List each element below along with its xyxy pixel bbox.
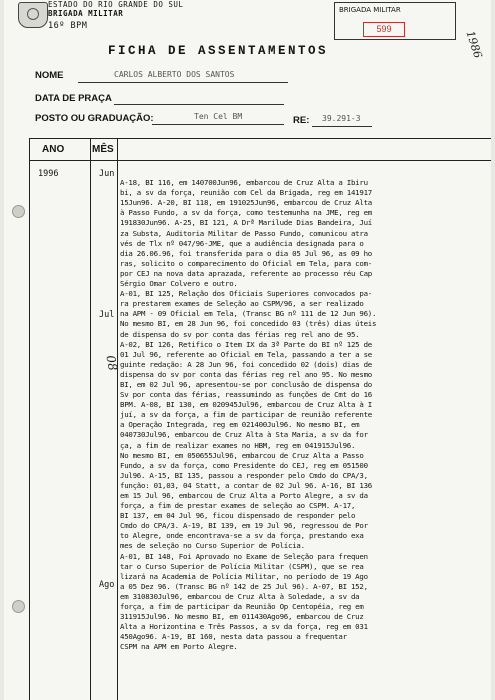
year-cell: 1996 bbox=[38, 169, 59, 179]
data-praca-label: DATA DE PRAÇA bbox=[35, 93, 112, 104]
entry-line: a 05 Dez 96. (Transc BG nº 142 de 25 Jul 96). A-07, BI 152, bbox=[120, 581, 368, 591]
entry-line: à Passo Fundo, a sv da força, como testemunha na JME, reg em bbox=[120, 208, 372, 218]
entry-line: BI, em 02 Jul 96, apresentou-se por conclusão de dispensa do bbox=[120, 379, 372, 389]
entry-line: Sérgio Omar Colvero e outro. bbox=[120, 279, 238, 289]
entry-line: BPM. A-08, BI 130, em 020945Jul96, embarcou de Cruz Alta à I bbox=[120, 400, 372, 410]
mes-column-divider bbox=[117, 138, 118, 700]
entry-line: CSPM na APM em Porto Alegre. bbox=[120, 642, 238, 652]
entry-line: 450Ago96. A-19, BI 160, nesta data passou a frequentar bbox=[120, 632, 347, 642]
month-cell-ago: Ago bbox=[99, 580, 115, 590]
entry-line: dia 26.06.96, foi transferida para o dia 05 Jul 96, as 09 ho bbox=[120, 248, 372, 258]
stamp-number: 599 bbox=[363, 22, 405, 37]
re-value: 39.291-3 bbox=[322, 114, 361, 123]
col-header-mes: MÊS bbox=[92, 144, 114, 155]
entry-line: A-01, BI 125, Relação dos Oficiais Superiores convocados pa- bbox=[120, 289, 372, 299]
registry-stamp bbox=[334, 2, 456, 40]
entry-line: bi, a sv da força, reunião com Cel da Brigada, reg em 141917 bbox=[120, 188, 372, 198]
entry-line: No mesmo BI, em 28 Jun 96, foi concedido 03 (três) dias úteis bbox=[120, 319, 377, 329]
form-title: FICHA DE ASSENTAMENTOS bbox=[108, 44, 329, 58]
entry-line: 15Jun96. A-20, BI 118, em 191025Jun96, embarcou de Cruz Alta bbox=[120, 198, 372, 208]
entry-line: Cmdo do CPA/3. A-19, BI 139, em 19 Jul 96, regressou de Por bbox=[120, 521, 368, 531]
stamp-header: BRIGADA MILITAR bbox=[339, 6, 401, 14]
entry-line: força, a fim de prestar exames de seleção ao CSPM. A-17, bbox=[120, 501, 356, 511]
entry-line: ra prestarem exames de Seleção ao CSPM/96, a ser realizado bbox=[120, 299, 364, 309]
entries-text bbox=[120, 168, 492, 653]
entry-line: Jul96. A-15, BI 135, passou a responder pelo Cmdo do CPA/3, bbox=[120, 470, 368, 480]
document-page bbox=[4, 0, 491, 700]
entry-line: 311915Jul96. No mesmo BI, em 011430Ago96, embarcou de Cruz bbox=[120, 612, 364, 622]
entry-line: 040730Jul96, embarcou de Cruz Alta à Sta Maria, a sv da for bbox=[120, 430, 368, 440]
margin-page-number: 1986 bbox=[463, 29, 485, 60]
month-cell-jun: Jun bbox=[99, 169, 115, 179]
entry-line: na APM - 09 Oficial em Tela, (Transc BG nº 111 de 12 Jun 96). bbox=[120, 309, 377, 319]
entry-line: em 310830Jul96, embarcou de Cruz Alta à Soledade, a sv da bbox=[120, 591, 360, 601]
binder-hole bbox=[12, 205, 25, 218]
re-label: RE: bbox=[293, 115, 310, 126]
nome-value: CARLOS ALBERTO DOS SANTOS bbox=[114, 70, 235, 79]
margin-mark: 08 bbox=[103, 354, 120, 372]
col-header-ano: ANO bbox=[42, 144, 65, 155]
entry-line: Sv por conta das férias, reassumindo as funções de Cmt do 16 bbox=[120, 390, 372, 400]
entry-line: Alta a Horizontina e Três Passos, a sv da força, reg em 031 bbox=[120, 622, 368, 632]
entry-line: No mesmo BI, em 050655Jul96, embarcou de Cruz Alta a Passo bbox=[120, 450, 364, 460]
table-header-rule bbox=[29, 160, 491, 161]
entry-line: lizará na Academia de Polícia Militar, no período de 19 Ago bbox=[120, 571, 368, 581]
posto-value: Ten Cel BM bbox=[194, 112, 243, 121]
entry-line: ras, solicito o comparecimento do Oficial em Tela, para com- bbox=[120, 258, 372, 268]
entry-line: vés de Tlx nº 047/96-JME, que a audiência designada para o bbox=[120, 238, 364, 248]
month-cell-jul: Jul bbox=[99, 310, 115, 320]
entry-line: por CEJ na nova data aprazada, referente ao processo réu Cap bbox=[120, 268, 372, 278]
entry-line: função: 01,03, 04 Statt, a contar de 02 Jul 96. A-16, BI 136 bbox=[120, 480, 372, 490]
entry-line: dispensa do sv por conta das férias reg rel ano 95. No mesmo bbox=[120, 369, 372, 379]
posto-label: POSTO OU GRADUAÇÃO: bbox=[35, 113, 154, 124]
entry-line: BI 137, em 04 Jul 96, ficou dispensado de responder pelo bbox=[120, 511, 356, 521]
entry-line: força, a fim de participar da Reunião Op Centopéia, reg em bbox=[120, 602, 364, 612]
entry-line: a Operação Integrada, reg em 021400Jul96. No mesmo BI, em bbox=[120, 420, 360, 430]
entry-line: A-18, BI 116, em 140700Jun96, embarcou de Cruz Alta a Ibiru bbox=[120, 178, 368, 188]
entry-line: ça, a fim de realizar exames no HBM, reg em 041915Jul96. bbox=[120, 440, 356, 450]
binder-hole bbox=[12, 600, 25, 613]
ano-column-divider bbox=[90, 138, 91, 700]
entry-line: Fundo, a sv da força, como Presidente do CEJ, reg em 051500 bbox=[120, 460, 368, 470]
data-praca-underline bbox=[114, 104, 284, 105]
entry-line: A-01, BI 148, Foi Aprovado no Exame de Seleção para frequen bbox=[120, 551, 368, 561]
nome-label: NOME bbox=[35, 70, 64, 81]
posto-underline bbox=[152, 124, 284, 125]
entry-line: juí, a sv da força, a fim de participar de reunião referente bbox=[120, 410, 372, 420]
entry-line: em 15 Jul 96, embarcou de Cruz Alta a Porto Alegre, a sv da bbox=[120, 491, 368, 500]
entry-line: tar o Curso Superior de Polícia Militar (CSPM), que se rea bbox=[120, 561, 364, 571]
coat-of-arms-icon bbox=[18, 2, 48, 28]
entry-line: de dispensa do sv por conta das férias reg rel ano de 95. bbox=[120, 329, 360, 339]
entry-line: mes de seleção no Curso Superior de Polícia. bbox=[120, 541, 305, 551]
state-line: ESTADO DO RIO GRANDE DO SUL bbox=[48, 0, 184, 9]
nome-underline bbox=[78, 82, 288, 83]
entry-line: guinte redação: A 28 Jun 96, foi concedido 02 (dois) dias de bbox=[120, 359, 372, 369]
entry-line: A-02, BI 126, Retifico o Item IX da 3ª Parte do BI nº 125 de bbox=[120, 339, 372, 349]
entry-line: 191830Jun96. A-25, BI 121, A Drª Marilude Dias Bandeira, Juí bbox=[120, 218, 372, 228]
unit-line: 16º BPM bbox=[48, 21, 88, 31]
entry-line: za Substa, Auditoria Militar de Passo Fundo, comunicou atra bbox=[120, 228, 368, 238]
entry-line: 01 Jul 96, referente ao Oficial em Tela, passando a ter a se bbox=[120, 349, 372, 359]
table-left-border bbox=[29, 138, 30, 700]
entry-line: to Alegre, onde encontrava-se a sv da força, prestando exa bbox=[120, 531, 364, 541]
brigade-line: BRIGADA MILITAR bbox=[48, 9, 124, 18]
re-underline bbox=[312, 126, 372, 127]
table-top-rule bbox=[29, 138, 491, 139]
